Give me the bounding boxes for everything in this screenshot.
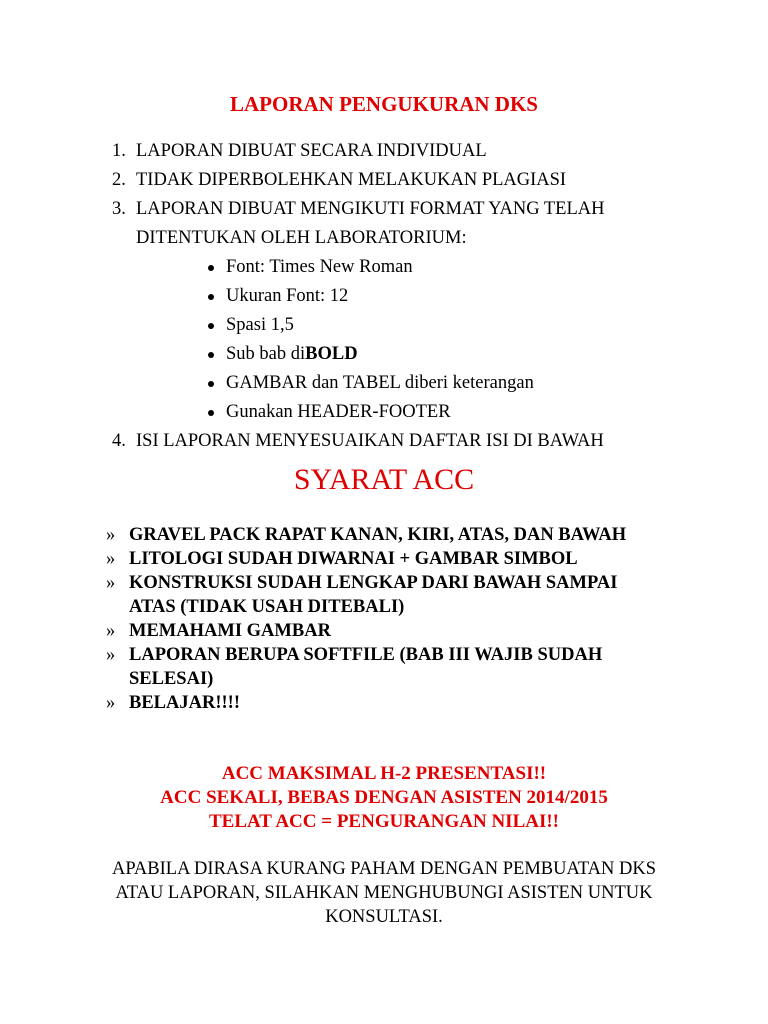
rule-number: 1.	[112, 141, 126, 161]
format-item: Font: Times New Roman	[206, 253, 672, 282]
rule-item	[112, 427, 672, 456]
format-item: GAMBAR dan TABEL diberi keterangan	[206, 369, 672, 398]
chevron-double-right-icon: »	[106, 525, 116, 545]
syarat-title: SYARAT ACC	[293, 463, 475, 496]
syarat-item	[106, 571, 666, 619]
syarat-text: BELAJAR!!!!	[129, 693, 240, 713]
rule-text: LAPORAN DIBUAT SECARA INDIVIDUAL	[136, 141, 487, 161]
document-title: LAPORAN PENGUKURAN DKS	[229, 92, 538, 116]
syarat-text: KONSTRUKSI SUDAH LENGKAP DARI BAWAH SAMPAI ATAS (TIDAK USAH DITEBALI)	[129, 573, 618, 617]
notice-line: ACC SEKALI, BEBAS DENGAN ASISTEN 2014/2015	[160, 787, 608, 808]
rule-item	[112, 166, 672, 195]
syarat-item	[106, 547, 666, 571]
syarat-item	[106, 619, 666, 643]
rule-text: ISI LAPORAN MENYESUAIKAN DAFTAR ISI DI BAWAH	[136, 431, 604, 451]
format-list	[136, 253, 672, 427]
syarat-text: MEMAHAMI GAMBAR	[129, 621, 331, 641]
acc-notice	[0, 762, 768, 834]
syarat-item	[106, 523, 666, 547]
closing-line: APABILA DIRASA KURANG PAHAM DENGAN PEMBUATAN DKS	[111, 859, 656, 879]
format-item: Spasi 1,5	[206, 311, 672, 340]
chevron-double-right-icon: »	[106, 621, 116, 641]
format-item: Gunakan HEADER-FOOTER	[206, 398, 672, 427]
closing-paragraph	[60, 857, 708, 929]
subbab-bold: BOLD	[305, 344, 358, 364]
rule-item	[112, 195, 672, 427]
closing-line: ATAU LAPORAN, SILAHKAN MENGHUBUNGI ASISTEN UNTUK	[115, 883, 653, 903]
rules-list	[112, 137, 672, 456]
rule-number: 3.	[112, 199, 126, 219]
format-item-subbab	[206, 340, 672, 369]
rule-text: LAPORAN DIBUAT MENGIKUTI FORMAT YANG TELAH DITENTUKAN OLEH LABORATORIUM:	[136, 199, 605, 248]
rule-number: 2.	[112, 170, 126, 190]
notice-line: TELAT ACC = PENGURANGAN NILAI!!	[208, 811, 560, 832]
rule-number: 4.	[112, 431, 126, 451]
chevron-double-right-icon: »	[106, 645, 116, 665]
chevron-double-right-icon: »	[106, 573, 116, 593]
syarat-text: LITOLOGI SUDAH DIWARNAI + GAMBAR SIMBOL	[129, 549, 578, 569]
syarat-text: GRAVEL PACK RAPAT KANAN, KIRI, ATAS, DAN BAWAH	[129, 525, 627, 545]
syarat-item	[106, 691, 666, 715]
syarat-item	[106, 643, 666, 691]
chevron-double-right-icon: »	[106, 693, 116, 713]
format-item: Ukuran Font: 12	[206, 282, 672, 311]
chevron-double-right-icon: »	[106, 549, 116, 569]
notice-line: ACC MAKSIMAL H-2 PRESENTASI!!	[221, 763, 547, 784]
syarat-text: LAPORAN BERUPA SOFTFILE (BAB III WAJIB SUDAH SELESAI)	[129, 645, 603, 689]
rule-text: TIDAK DIPERBOLEHKAN MELAKUKAN PLAGIASI	[136, 170, 567, 190]
rule-item	[112, 137, 672, 166]
subbab-prefix: Sub bab di	[226, 344, 306, 364]
closing-line: KONSULTASI.	[325, 907, 443, 927]
syarat-list	[106, 523, 666, 715]
